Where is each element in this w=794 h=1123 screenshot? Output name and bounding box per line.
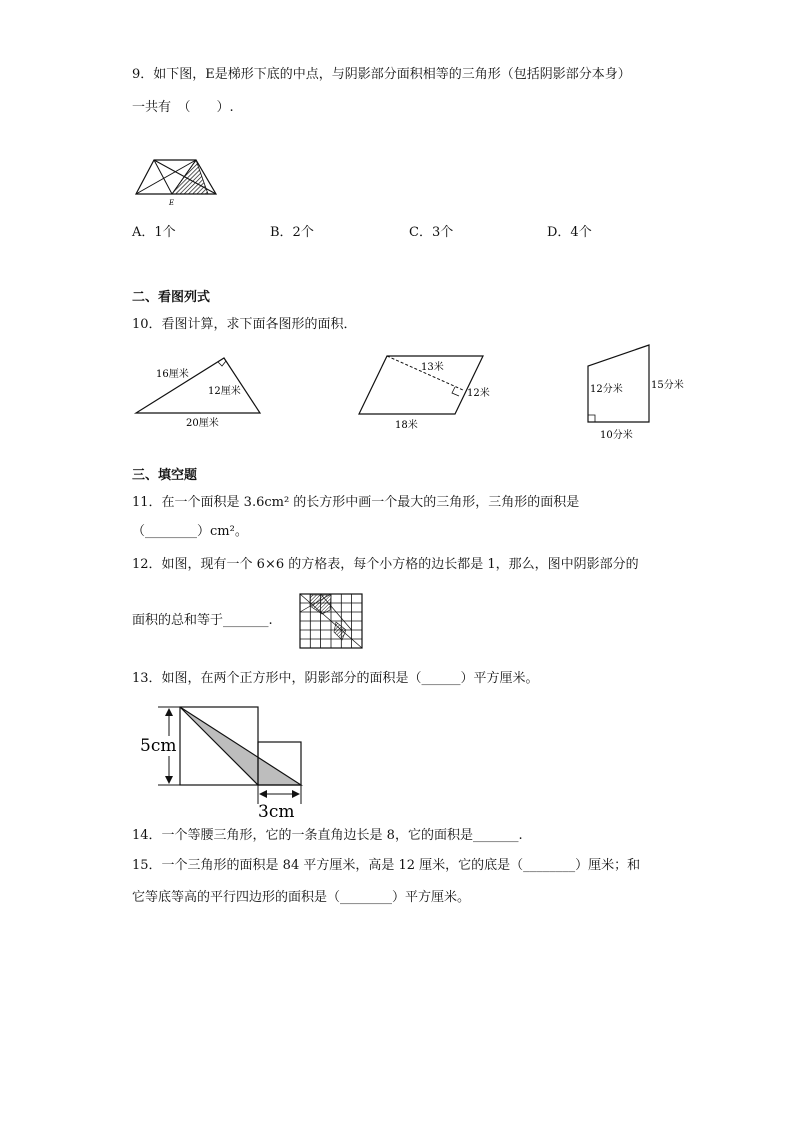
- trapezoid-right-label: 15分米: [651, 380, 684, 391]
- small-square-side-label: 3cm: [258, 802, 295, 822]
- triangle-height-label: 12厘米: [208, 386, 241, 397]
- option-d[interactable]: D．4个: [547, 225, 592, 240]
- q13-text[interactable]: 13．如图，在两个正方形中，阴影部分的面积是（______）平方厘米。: [132, 671, 539, 686]
- parallelogram-side-label: 12米: [467, 388, 490, 399]
- option-a[interactable]: A．1个: [132, 225, 176, 240]
- two-squares-figure: [138, 700, 308, 822]
- option-b[interactable]: B．2个: [270, 225, 314, 240]
- right-trapezoid-figure: [585, 342, 695, 442]
- q14-text[interactable]: 14．一个等腰三角形，它的一条直角边长是 8，它的面积是_______.: [132, 828, 523, 843]
- q11-text-line1: 11．在一个面积是 3.6cm² 的长方形中画一个最大的三角形，三角形的面积是: [132, 495, 580, 510]
- q15-text-line1[interactable]: 15．一个三角形的面积是 84 平方厘米，高是 12 厘米，它的底是（________）厘米；和: [132, 858, 641, 873]
- parallelogram-base-label: 18米: [395, 420, 418, 431]
- big-square-side-label: 5cm: [140, 736, 177, 756]
- point-e-label: E: [169, 199, 175, 207]
- q15-text-line2[interactable]: 它等底等高的平行四边形的面积是（________）平方厘米。: [132, 890, 471, 905]
- triangle-side-label: 16厘米: [156, 369, 189, 380]
- triangle-figure: [132, 352, 268, 432]
- q12-text-line2[interactable]: 面积的总和等于_______.: [132, 613, 273, 628]
- shaded-triangle: [172, 160, 208, 194]
- parallelogram-figure: [355, 350, 505, 434]
- section3-heading: 三、填空题: [132, 468, 198, 483]
- option-c[interactable]: C．3个: [409, 225, 454, 240]
- triangle-base-label: 20厘米: [186, 418, 219, 429]
- shaded-triangle: [180, 707, 301, 785]
- q10-text: 10．看图计算，求下面各图形的面积．: [132, 317, 357, 332]
- trapezoid-figure: [130, 150, 222, 210]
- q11-text-line2[interactable]: （________）cm²。: [132, 524, 248, 539]
- q9-text-line2: 一共有 （ ）.: [132, 100, 234, 115]
- parallelogram-height-label: 13米: [421, 362, 444, 373]
- section2-heading: 二、看图列式: [132, 290, 211, 305]
- trapezoid-left-label: 12分米: [590, 384, 623, 395]
- grid-figure: [298, 592, 364, 650]
- q9-text-line1: 9．如下图，E是梯形下底的中点，与阴影部分面积相等的三角形（包括阴影部分本身）: [132, 67, 631, 82]
- trapezoid-bottom-label: 10分米: [600, 430, 633, 441]
- q12-text-line1: 12．如图，现有一个 6×6 的方格表，每个小方格的边长都是 1，那么，图中阴影部分的: [132, 557, 639, 572]
